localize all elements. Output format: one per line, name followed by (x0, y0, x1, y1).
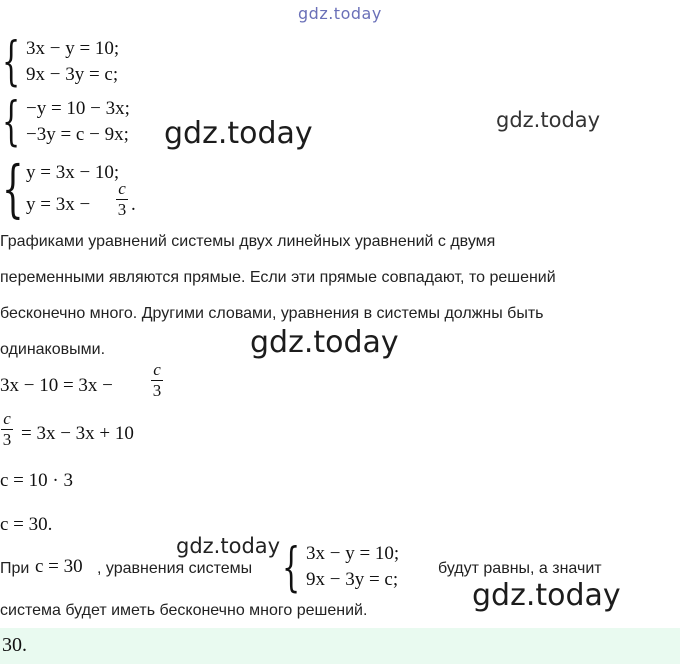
system3-line2-prefix: y = 3x − (26, 194, 91, 215)
conclusion-mid: , уравнения системы (97, 560, 253, 577)
conclusion-post: будут равны, а значит (438, 560, 602, 577)
paragraph-line-1: Графиками уравнений системы двух линейных уравнений с двумя (0, 233, 496, 250)
conclusion-pre: При (0, 560, 30, 577)
fraction-denominator: 3 (152, 381, 162, 400)
left-brace: { (2, 92, 21, 152)
answer-value: 30. (2, 634, 27, 656)
watermark-top: gdz.today (298, 4, 382, 23)
conclusion-line-2: система будет иметь бесконечно много решений. (0, 602, 368, 619)
conclusion-system-line2: 9x − 3y = c; (306, 569, 399, 590)
system2-line1: −y = 10 − 3x; (26, 98, 130, 119)
fraction-numerator: c (118, 179, 126, 198)
answer-bar (0, 628, 680, 664)
watermark: gdz.today (176, 534, 281, 558)
equation-3: c = 10 · 3 (0, 470, 73, 491)
system3-period: . (131, 194, 136, 215)
conclusion-system-line1: 3x − y = 10; (306, 543, 400, 564)
fraction-c-over-3 (116, 180, 128, 219)
paragraph-line-4: одинаковыми. (0, 341, 106, 358)
equation-1: 3x − 10 = 3x − (0, 375, 113, 396)
equation-4: c = 30. (0, 514, 53, 535)
fraction-numerator: c (3, 409, 11, 428)
system1-line1: 3x − y = 10; (26, 38, 120, 59)
fraction-c-over-3 (151, 361, 163, 400)
equation-2: = 3x − 3x + 10 (21, 423, 134, 444)
watermark: gdz.today (472, 578, 621, 613)
conclusion-value: c = 30 (35, 556, 83, 577)
fraction-c-over-3 (1, 410, 13, 449)
fraction-denominator: 3 (2, 430, 12, 449)
watermark: gdz.today (496, 108, 601, 132)
system3-line1: y = 3x − 10; (26, 162, 120, 183)
fraction-numerator: c (153, 360, 161, 379)
left-brace: { (2, 32, 21, 92)
left-brace: { (282, 538, 301, 598)
left-brace: { (2, 152, 24, 225)
watermark: gdz.today (164, 116, 313, 151)
watermark: gdz.today (250, 325, 399, 360)
system1-line2: 9x − 3y = c; (26, 64, 119, 85)
fraction-denominator: 3 (117, 200, 127, 219)
paragraph-line-2: переменными являются прямые. Если эти прямые совпадают, то решений (0, 269, 556, 286)
paragraph-line-3: бесконечно много. Другими словами, уравнения в системы должны быть (0, 305, 544, 322)
system2-line2: −3y = c − 9x; (26, 124, 129, 145)
